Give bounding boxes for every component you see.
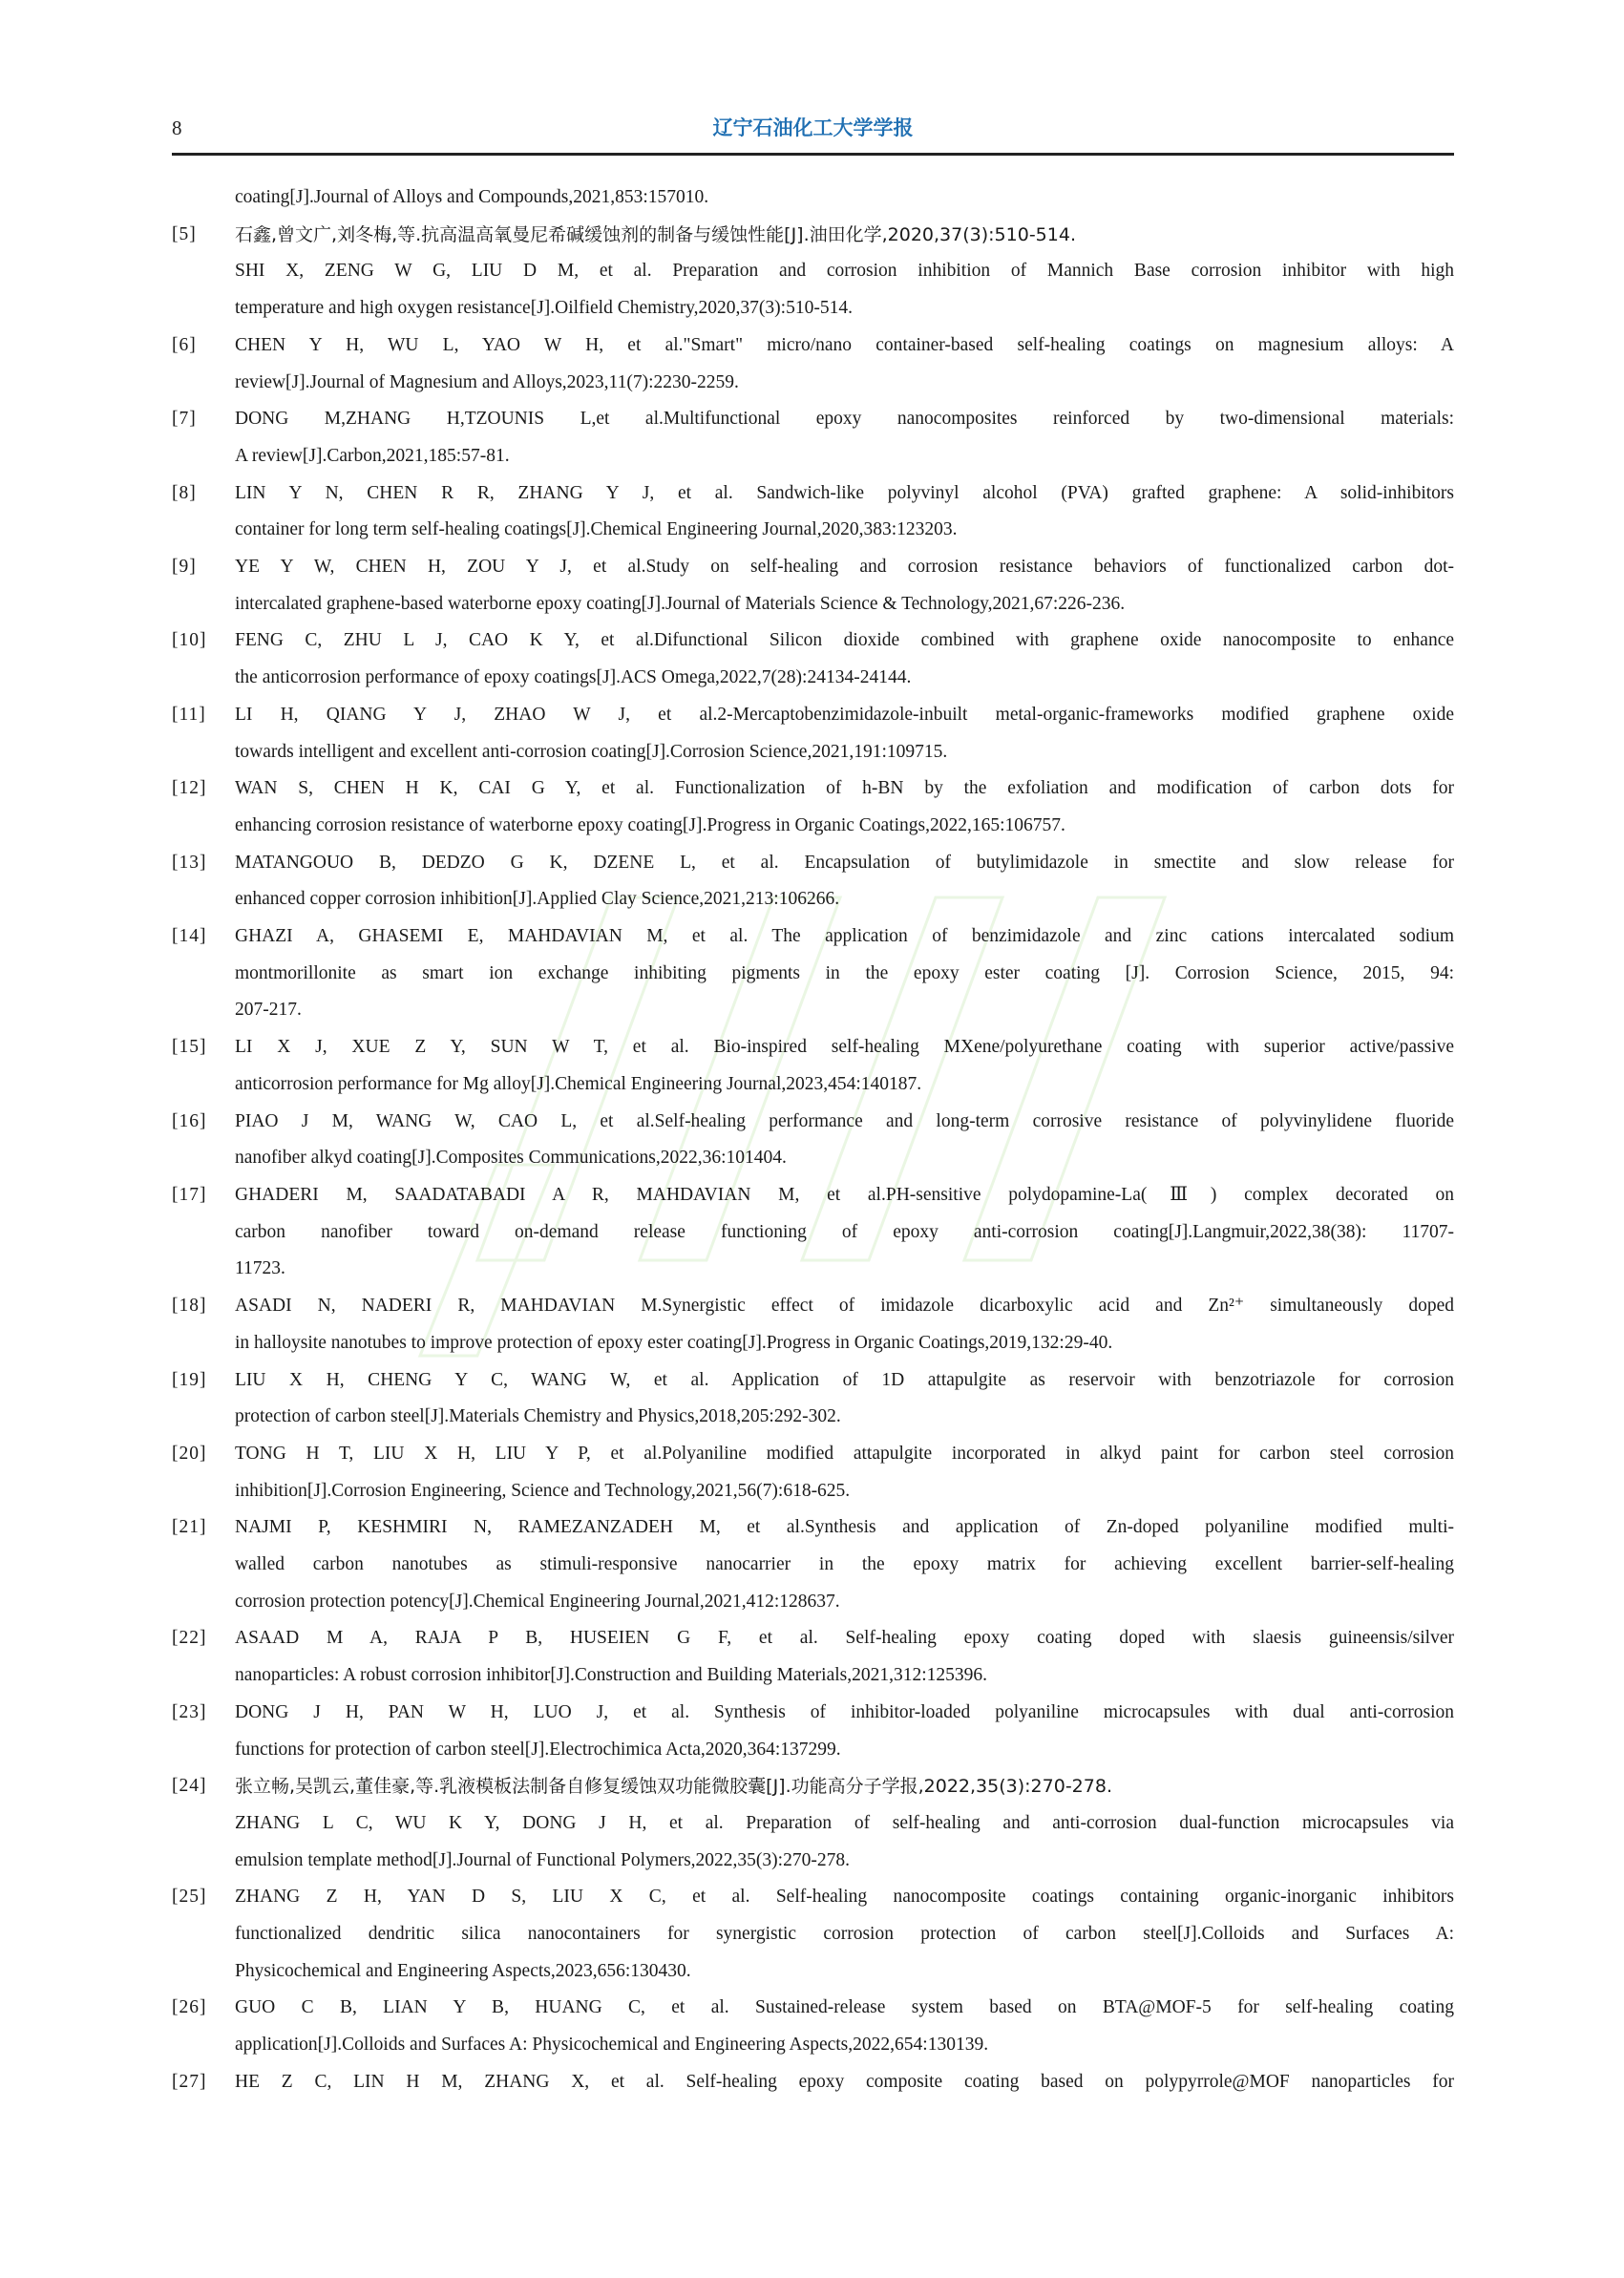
reference-line: 石鑫,曾文广,刘冬梅,等.抗高温高氧曼尼希碱缓蚀剂的制备与缓蚀性能[J].油田化学,2020,37(3):510-514. xyxy=(235,223,1076,245)
reference-line: 张立畅,吴凯云,董佳豪,等.乳液模板法制备自修复缓蚀双功能微胶囊[J].功能高分子学报,2022,35(3):270-278. xyxy=(235,1776,1112,1798)
reference-line: MATANGOUO B, DEDZO G K, DZENE L, et al. Encapsulation of butylimidazole in smectite and slow release for xyxy=(235,852,1454,873)
reference-number: [25] xyxy=(172,1887,207,1908)
reference-line: corrosion protection potency[J].Chemical Engineering Journal,2021,412:128637. xyxy=(235,1591,840,1612)
reference-line: montmorillonite as smart ion exchange inhibiting pigments in the epoxy ester coating [J]. Corrosion Science, 2015, 94: xyxy=(235,962,1454,983)
reference-line: LI H, QIANG Y J, ZHAO W J, et al.2-Mercaptobenzimidazole-inbuilt metal-organic-frameworks modified graphene oxide xyxy=(235,704,1454,725)
reference-line: CHEN Y H, WU L, YAO W H, et al."Smart" micro/nano container-based self-healing coatings on magnesium alloys: A xyxy=(235,334,1454,355)
reference-number: [5] xyxy=(172,223,197,244)
reference-line: NAJMI P, KESHMIRI N, RAMEZANZADEH M, et al.Synthesis and application of Zn-doped polyaniline modified multi- xyxy=(235,1517,1454,1538)
reference-number: [11] xyxy=(172,704,206,725)
reference-item xyxy=(172,1029,1454,1103)
reference-line: container for long term self-healing coatings[J].Chemical Engineering Journal,2020,383:123203. xyxy=(235,519,958,540)
reference-item xyxy=(172,1990,1454,2063)
reference-line: GUO C B, LIAN Y B, HUANG C, et al. Sustained-release system based on BTA@MOF-5 for self-healing coating xyxy=(235,1997,1454,2018)
reference-line: Physicochemical and Engineering Aspects,2023,656:130430. xyxy=(235,1960,691,1981)
reference-number: [19] xyxy=(172,1369,207,1390)
reference-line: functionalized dendritic silica nanocontainers for synergistic corrosion protection of carbon steel[J].Colloids and Surfaces A: xyxy=(235,1924,1454,1945)
reference-item xyxy=(172,327,1454,401)
reference-line: ASADI N, NADERI R, MAHDAVIAN M.Synergistic effect of imidazole dicarboxylic acid and Zn²⁺ simultaneously doped xyxy=(235,1296,1454,1317)
reference-number: [10] xyxy=(172,630,207,651)
reference-number: [26] xyxy=(172,1997,207,2018)
reference-item xyxy=(172,622,1454,696)
reference-line: LIU X H, CHENG Y C, WANG W, et al. Application of 1D attapulgite as reservoir with benzotriazole for corrosion xyxy=(235,1369,1454,1390)
reference-number: [16] xyxy=(172,1110,207,1131)
reference-line: HE Z C, LIN H M, ZHANG X, et al. Self-healing epoxy composite coating based on polypyrrole@MOF nanoparticles for xyxy=(235,2071,1454,2092)
reference-list xyxy=(172,179,1454,2101)
reference-line: ZHANG Z H, YAN D S, LIU X C, et al. Self-healing nanocomposite coatings containing organic-inorganic inhibitors xyxy=(235,1887,1454,1908)
running-header xyxy=(172,113,1454,155)
reference-number: [14] xyxy=(172,926,207,947)
journal-title: 辽宁石油化工大学学报 xyxy=(712,116,914,139)
reference-line: the anticorrosion performance of epoxy coatings[J].ACS Omega,2022,7(28):24134-24144. xyxy=(235,667,912,688)
reference-item xyxy=(172,179,1454,217)
reference-line: intercalated graphene-based waterborne epoxy coating[J].Journal of Materials Science & Technology,2021,67:226-236. xyxy=(235,593,1126,614)
reference-line: ASAAD M A, RAJA P B, HUSEIEN G F, et al. Self-healing epoxy coating doped with slaesis guineensis/silver xyxy=(235,1628,1454,1649)
reference-item xyxy=(172,1104,1454,1177)
reference-item xyxy=(172,1509,1454,1620)
reference-line: LI X J, XUE Z Y, SUN W T, et al. Bio-inspired self-healing MXene/polyurethane coating with superior active/passive xyxy=(235,1037,1454,1058)
reference-number: [22] xyxy=(172,1628,207,1649)
reference-line: A review[J].Carbon,2021,185:57-81. xyxy=(235,445,510,466)
reference-line: TONG H T, LIU X H, LIU Y P, et al.Polyaniline modified attapulgite incorporated in alkyd paint for carbon steel corrosion xyxy=(235,1443,1454,1464)
reference-item xyxy=(172,770,1454,844)
reference-item xyxy=(172,1768,1454,1879)
reference-line: protection of carbon steel[J].Materials Chemistry and Physics,2018,205:292-302. xyxy=(235,1406,841,1427)
reference-line: DONG J H, PAN W H, LUO J, et al. Synthesis of inhibitor-loaded polyaniline microcapsules with dual anti-corrosion xyxy=(235,1701,1454,1722)
reference-number: [17] xyxy=(172,1184,207,1205)
reference-line: GHADERI M, SAADATABADI A R, MAHDAVIAN M, et al.PH-sensitive polydopamine-La(Ⅲ) complex decorated on xyxy=(235,1184,1454,1205)
reference-line: anticorrosion performance for Mg alloy[J].Chemical Engineering Journal,2023,454:140187. xyxy=(235,1073,922,1094)
reference-line: emulsion template method[J].Journal of Functional Polymers,2022,35(3):270-278. xyxy=(235,1849,850,1870)
reference-number: [12] xyxy=(172,778,207,799)
reference-line: enhancing corrosion resistance of waterborne epoxy coating[J].Progress in Organic Coatings,2022,165:106757. xyxy=(235,814,1065,835)
reference-number: [6] xyxy=(172,334,197,355)
reference-line: carbon nanofiber toward on-demand release functioning of epoxy anti-corrosion coating[J].Langmuir,2022,38(38): 11707- xyxy=(235,1221,1454,1242)
reference-line: FENG C, ZHU L J, CAO K Y, et al.Difunctional Silicon dioxide combined with graphene oxide nanocomposite to enhance xyxy=(235,630,1454,651)
reference-line: application[J].Colloids and Surfaces A: Physicochemical and Engineering Aspects,2022,654:130139. xyxy=(235,2035,989,2056)
reference-line: 207-217. xyxy=(235,1000,302,1021)
reference-line: WAN S, CHEN H K, CAI G Y, et al. Functionalization of h-BN by the exfoliation and modification of carbon dots for xyxy=(235,778,1454,799)
reference-line: walled carbon nanotubes as stimuli-responsive nanocarrier in the epoxy matrix for achieving excellent barrier-self-healing xyxy=(235,1554,1454,1575)
reference-line: in halloysite nanotubes to improve protection of epoxy ester coating[J].Progress in Organic Coatings,2019,132:29-40. xyxy=(235,1332,1113,1353)
reference-item xyxy=(172,697,1454,770)
reference-item xyxy=(172,1177,1454,1288)
reference-item xyxy=(172,845,1454,918)
reference-number: [8] xyxy=(172,482,197,503)
reference-number: [27] xyxy=(172,2071,207,2092)
header-rule xyxy=(172,153,1454,156)
reference-item xyxy=(172,401,1454,475)
reference-line: YE Y W, CHEN H, ZOU Y J, et al.Study on self-healing and corrosion resistance behaviors of functionalized carbon dot- xyxy=(235,557,1454,578)
reference-line: enhanced copper corrosion inhibition[J].Applied Clay Science,2021,213:106266. xyxy=(235,889,840,910)
reference-item xyxy=(172,217,1454,327)
reference-item xyxy=(172,1436,1454,1509)
reference-item xyxy=(172,1879,1454,1990)
reference-line: LIN Y N, CHEN R R, ZHANG Y J, et al. Sandwich-like polyvinyl alcohol (PVA) grafted graphene: A solid-inhibitors xyxy=(235,482,1454,503)
reference-line: functions for protection of carbon steel[J].Electrochimica Acta,2020,364:137299. xyxy=(235,1739,841,1760)
reference-line: nanofiber alkyd coating[J].Composites Communications,2022,36:101404. xyxy=(235,1148,787,1169)
reference-item xyxy=(172,918,1454,1029)
reference-line: GHAZI A, GHASEMI E, MAHDAVIAN M, et al. The application of benzimidazole and zinc cations intercalated sodium xyxy=(235,926,1454,947)
reference-number: [23] xyxy=(172,1701,207,1722)
reference-number: [9] xyxy=(172,557,197,578)
reference-line: temperature and high oxygen resistance[J].Oilfield Chemistry,2020,37(3):510-514. xyxy=(235,298,853,319)
reference-number: [18] xyxy=(172,1296,207,1317)
reference-item xyxy=(172,1695,1454,1768)
reference-line: 11723. xyxy=(235,1258,285,1279)
reference-line: review[J].Journal of Magnesium and Alloys,2023,11(7):2230-2259. xyxy=(235,371,739,392)
page-number: 8 xyxy=(172,116,182,139)
reference-line: inhibition[J].Corrosion Engineering, Science and Technology,2021,56(7):618-625. xyxy=(235,1480,851,1501)
reference-number: [15] xyxy=(172,1037,207,1058)
reference-number: [24] xyxy=(172,1776,207,1797)
reference-number: [7] xyxy=(172,409,197,430)
reference-item xyxy=(172,1362,1454,1436)
reference-item xyxy=(172,1288,1454,1361)
reference-item xyxy=(172,1620,1454,1694)
reference-item xyxy=(172,2064,1454,2101)
reference-line: PIAO J M, WANG W, CAO L, et al.Self-healing performance and long-term corrosive resistance of polyvinylidene fluoride xyxy=(235,1110,1454,1131)
reference-line: towards intelligent and excellent anti-corrosion coating[J].Corrosion Science,2021,191:109715. xyxy=(235,741,948,762)
reference-item xyxy=(172,549,1454,622)
reference-line: ZHANG L C, WU K Y, DONG J H, et al. Preparation of self-healing and anti-corrosion dual-function microcapsules via xyxy=(235,1812,1454,1833)
reference-line: SHI X, ZENG W G, LIU D M, et al. Preparation and corrosion inhibition of Mannich Base corrosion inhibitor with high xyxy=(235,261,1454,282)
reference-line: DONG M,ZHANG H,TZOUNIS L,et al.Multifunctional epoxy nanocomposites reinforced by two-dimensional materials: xyxy=(235,409,1454,430)
reference-number: [20] xyxy=(172,1443,207,1464)
reference-item xyxy=(172,475,1454,549)
reference-line: coating[J].Journal of Alloys and Compounds,2021,853:157010. xyxy=(235,187,709,207)
reference-line: nanoparticles: A robust corrosion inhibitor[J].Construction and Building Materials,2021,312:125396. xyxy=(235,1665,988,1686)
reference-number: [21] xyxy=(172,1517,207,1538)
reference-number: [13] xyxy=(172,852,207,873)
